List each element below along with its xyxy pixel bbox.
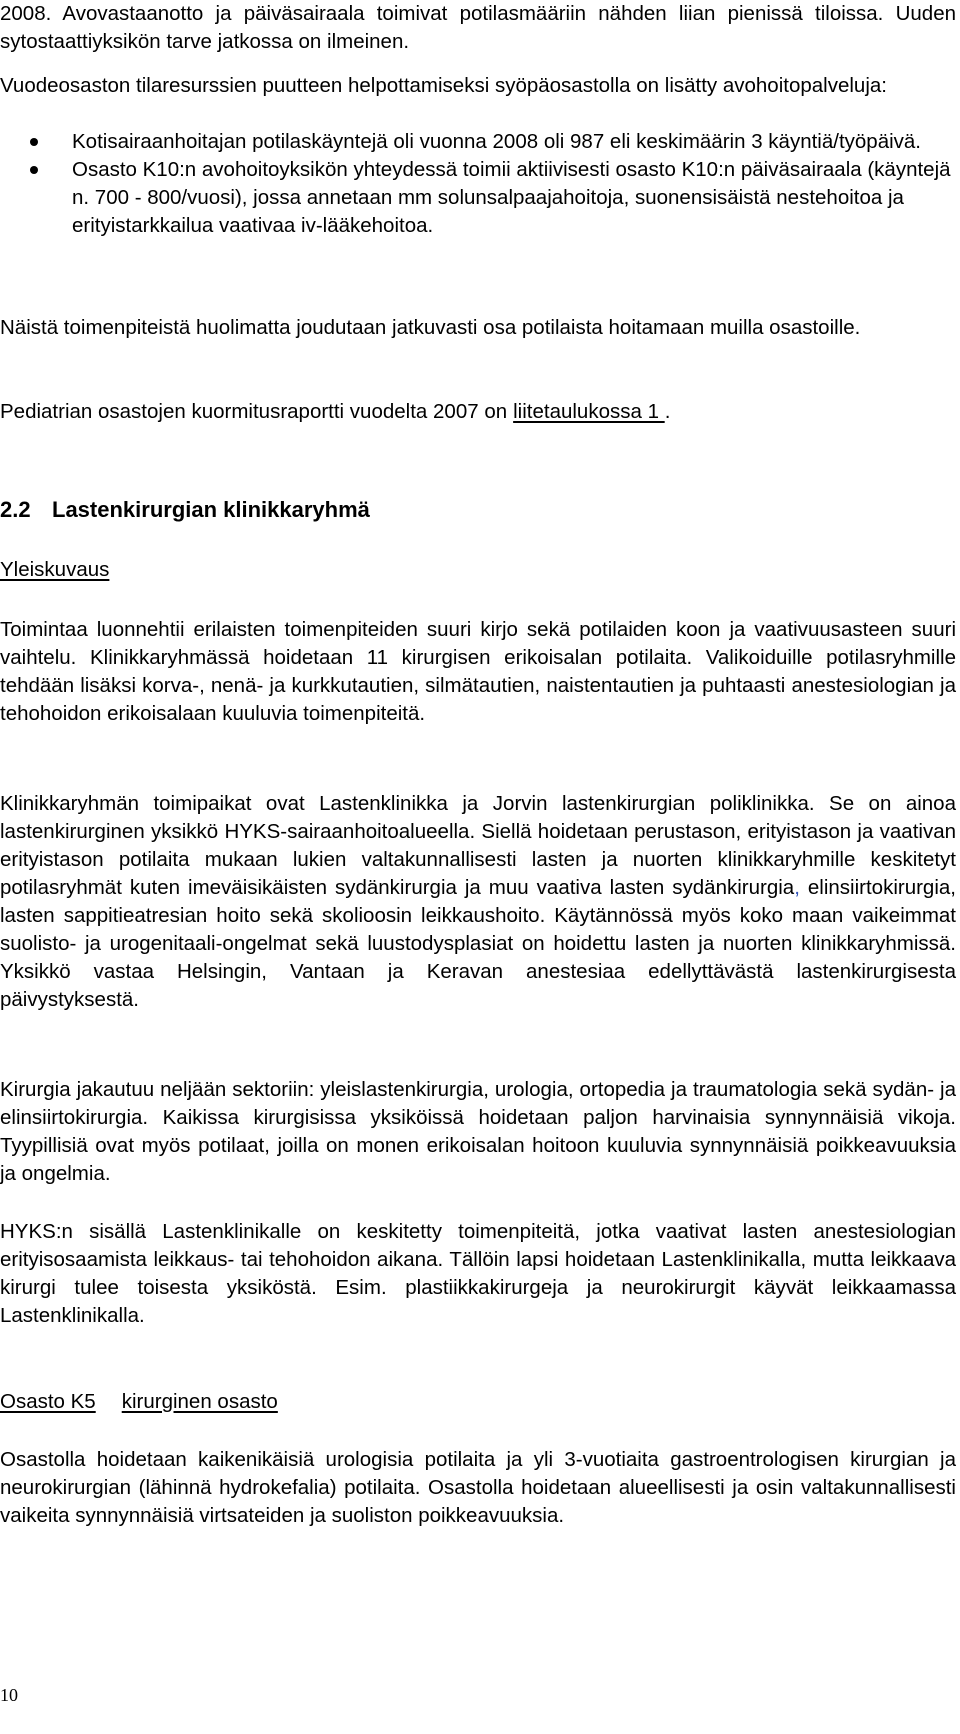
load-report-text: Pediatrian osastojen kuormitusraportti vuodelta 2007 on <box>0 400 508 423</box>
paragraph-cancer-outpatient-facilities: 2008. Avovastaanotto ja päiväsairaala toimivat potilasmääriin nähden liian pienissä tiloissa. Uuden sytostaattiyksikön tarve jatkossa on ilmeinen. <box>0 2 956 53</box>
list-item <box>0 128 956 156</box>
appendix-table-link[interactable]: liitetaulukossa 1 <box>513 400 665 423</box>
paragraph-load-report <box>0 398 956 426</box>
ward-name: kirurginen osasto <box>121 1390 278 1413</box>
clinic-locations-text-b: elinsiirtokirurgia, lasten sappitieatresian hoito sekä skolioosin leikkaushoito. Käytännössä myös koko maan vaikeimmat suolisto- ja urogenitaali-ongelmat sekä luustodysplasiat on hoidettu lasten ja nuorten klinikkaryhmissä. Yksikkö vastaa Helsingin, Vantaan ja Keravan anestesiaa edellyttävästä lastenkirurgisesta päivystyksestä. <box>0 876 956 1011</box>
section-title: Lastenkirurgian klinikkaryhmä <box>52 497 370 522</box>
paragraph-surgery-sectors: Kirurgia jakautuu neljään sektoriin: yleislastenkirurgia, urologia, ortopedia ja traumatologia sekä sydän- ja elinsiirtokirurgia. Kaikissa kirurgisissa yksiköissä hoidetaan paljon harvinaisia synnynnäisiä vikoja. Tyypillisiä ovat myös potilaat, joilla on monen erikoisalan hoitoon kuuluvia synnynnäisiä poikkeavuuksia ja ongelmia. <box>0 1078 956 1185</box>
ward-heading-gap <box>96 1388 122 1416</box>
section-number: 2.2 <box>0 497 31 522</box>
paragraph-activity-description: Toimintaa luonnehtii erilaisten toimenpiteiden suuri kirjo sekä potilaiden koon ja vaativuusasteen suuri vaihtelu. Klinikkaryhmässä hoidetaan 11 kirurgisen erikoisalan potilaita. Valikoiduille potilasryhmille tehdään lisäksi korva-, nenä- ja kurkkutautien, silmätautien, naistentautien ja puhtaasti anestesiologian ja tehohoidon erikoisalaan kuuluvia toimenpiteitä. <box>0 618 956 725</box>
paragraph-hyks-anesthesia: HYKS:n sisällä Lastenklinikalle on keskitetty toimenpiteitä, jotka vaativat lasten anestesiologian erityisosaamista leikkaus- tai tehohoidon aikana. Tällöin lapsi hoidetaan Lastenklinikalla, mutta leikkaava kirurgi tulee toisesta yksiköstä. Esim. plastiikkakirurgeja ja neurokirurgit käyvät leikkaamassa Lastenklinikalla. <box>0 1220 956 1327</box>
load-report-end: . <box>664 400 671 423</box>
paragraph-clinic-locations <box>0 790 956 1014</box>
paragraph-other-wards: Näistä toimenpiteistä huolimatta joudutaan jatkuvasti osa potilaista hoitamaan muilla osastoille. <box>0 316 861 339</box>
list-item <box>0 156 956 240</box>
paragraph-outpatient-services-intro: Vuodeosaston tilaresurssien puutteen helpottamiseksi syöpäosastolla on lisätty avohoitopalveluja: <box>0 74 887 97</box>
list-item-text: Osasto K10:n avohoitoyksikön yhteydessä toimii aktiivisesti osasto K10:n päiväsairaala (käyntejä n. 700 - 800/vuosi), jossa annetaan mm solunsalpaajahoitoja, suonensisäistä nestehoitoa ja erityistarkkailua vaativaa iv-lääkehoitoa. <box>72 158 951 237</box>
list-item-text: Kotisairaanhoitajan potilaskäyntejä oli vuonna 2008 oli 987 eli keskimäärin 3 käyntiä/työpäivä. <box>72 130 921 153</box>
section-heading <box>0 496 370 524</box>
bullet-icon <box>30 166 38 174</box>
outpatient-services-list <box>0 128 956 240</box>
clinic-locations-text-a: Klinikkaryhmän toimipaikat ovat Lastenklinikka ja Jorvin lastenkirurgian poliklinikka. Se on ainoa lastenkirurginen yksikkö HYKS-sairaanhoitoalueella. Siellä hoidetaan perustason, erityistason ja vaativan erityistason potilaita mukaan lukien valtakunnallisesti lasten ja nuorten klinikkaryhmille keskitetyt potilasryhmät kuten imeväisikäisten sydänkirurgia ja muu vaativa lasten sydänkirurgia <box>0 792 956 899</box>
ward-heading <box>0 1388 956 1416</box>
subheading-overview <box>0 556 956 584</box>
paragraph-ward-k5: Osastolla hoidetaan kaikenikäisiä urologisia potilaita ja yli 3-vuotiaita gastroentrologisen kirurgian ja neurokirurgian (lähinnä hydrokefalia) potilaita. Osastolla hoidetaan alueellisesti ja osin valtakunnallisesti vaikeita synnynnäisiä virtsateiden ja suoliston poikkeavuuksia. <box>0 1448 956 1527</box>
page-number: 10 <box>0 1685 18 1705</box>
bullet-icon <box>30 138 38 146</box>
clinic-locations-comma: , <box>794 876 800 899</box>
ward-code: Osasto K5 <box>0 1390 96 1413</box>
overview-heading-text: Yleiskuvaus <box>0 558 110 581</box>
